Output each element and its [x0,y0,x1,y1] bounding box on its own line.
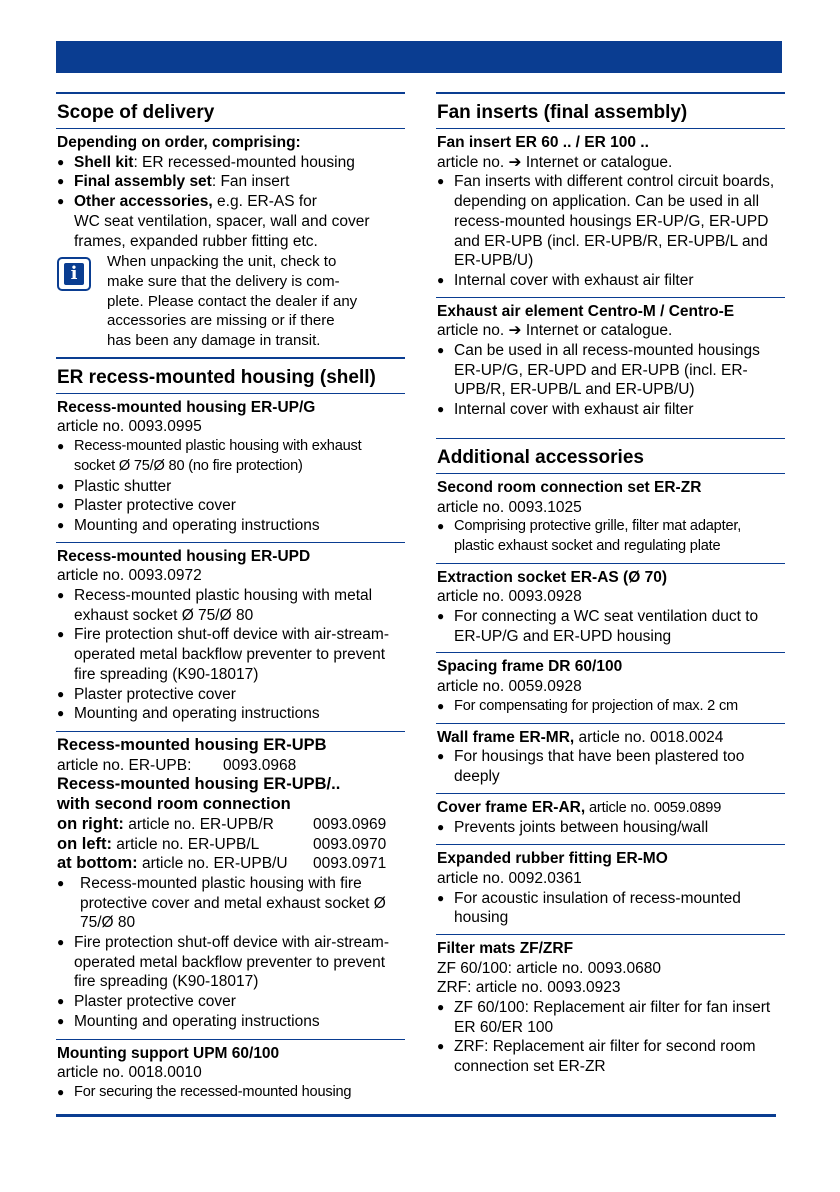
arrow-right-icon: ➔ [508,322,522,340]
article-number: article no. 0092.0361 [437,869,582,887]
list-item: ● Prevents joints between housing/wall [437,818,784,838]
article-number: 0093.0971 [313,855,387,873]
feature-list [437,341,784,420]
feature-list [437,889,784,928]
heading-fan-inserts: Fan inserts (final assembly) [436,92,785,129]
list-item: ● Can be used in all recess-mounted housings ER-UP/G, ER-UPD and ER-UPB (incl. ER-UPB/R, ER-UPB/L and ER-UPB/U) [437,341,784,400]
feature-list [57,1083,404,1103]
list-item: ● Comprising protective grille, filter mat adapter, plastic exhaust socket and regulating plate [437,517,784,556]
feature-list [437,818,784,838]
item-title: Recess-mounted housing ER-UPD [57,547,311,565]
section-er-as [436,564,785,647]
info-line: plete. Please contact the dealer if any [107,292,358,310]
list-item: ● Fan inserts with different control circuit boards, depending on application. Can be used in all recess-mounted housings ER-UP/G, ER-UPD and ER-UPB (incl. ER-UPB/R, ER-UPB/L and ER-UPB/U) [437,172,784,271]
item-title: Recess-mounted housing ER-UPB [57,735,327,754]
footer-rule [56,1114,776,1117]
feature-list [437,998,784,1077]
item-title: Cover frame ER-AR, [437,798,586,816]
variant-row: on right: article no. ER-UPB/R 0093.0969 [57,814,387,833]
article-row [57,756,404,776]
section-er-upg [56,394,405,536]
list-item: ● Shell kit: ER recessed-mounted housing [57,153,404,173]
list-item: ● Recess-mounted plastic housing with fire protective cover and metal exhaust socket Ø 75/Ø 80 [57,874,404,933]
heading-er-housing-shell: ER recess-mounted housing (shell) [56,357,405,394]
list-item: ● Internal cover with exhaust air filter [437,400,784,420]
item-title: Spacing frame DR 60/100 [437,658,623,676]
list-item: ● Plaster protective cover [57,496,404,516]
list-item: ● Plaster protective cover [57,685,404,705]
section-er-zr [436,474,785,557]
feature-list [57,437,404,536]
article-number: article no. 0018.0024 [574,728,724,746]
feature-list [437,607,784,646]
list-item: ● For acoustic insulation of recess-mounted housing [437,889,784,928]
item-title: Recess-mounted housing ER-UPB/.. [57,775,341,794]
list-item: ● Mounting and operating instructions [57,1012,404,1032]
section-filter-mats [436,935,785,1077]
info-icon: i [57,257,91,291]
list-item: ● Internal cover with exhaust air filter [437,271,784,291]
article-number: article no. 0093.0972 [57,567,202,585]
right-column [436,92,785,1077]
article-number: ZF 60/100: article no. 0093.0680 [437,959,662,977]
article-number: ZRF: article no. 0093.0923 [437,979,621,997]
section-er-mo [436,845,785,928]
article-reference: article no. ➔ Internet or catalogue. [437,153,673,171]
feature-list [437,172,784,290]
item-title: Filter mats ZF/ZRF [437,939,574,957]
list-item: ● Recess-mounted plastic housing with exhaust socket Ø 75/Ø 80 (no fire protection) [57,437,404,476]
section-upm [56,1040,405,1103]
article-number: article no. 0093.0928 [437,588,582,606]
item-title: Recess-mounted housing ER-UP/G [57,398,316,416]
item-title: Wall frame ER-MR, [437,728,575,746]
article-number: article no. 0059.0899 [585,799,722,816]
list-item: ● ZF 60/100: Replacement air filter for fan insert ER 60/ER 100 [437,998,784,1037]
feature-list [437,747,784,786]
scope-list [57,153,404,252]
item-title: Second room connection set ER-ZR [437,478,702,496]
section-fan-insert [436,129,785,291]
item-title-row [437,798,784,819]
list-item: ● Recess-mounted plastic housing with metal exhaust socket Ø 75/Ø 80 [57,586,404,625]
article-reference: article no. ➔ Internet or catalogue. [437,322,673,340]
section-dr [436,653,785,716]
list-item: ● For housings that have been plastered too deeply [437,747,784,786]
heading-additional-accessories: Additional accessories [436,438,785,474]
section-er-upd [56,543,405,724]
article-number: article no. 0059.0928 [437,678,582,696]
header-bar [56,41,782,73]
list-item: ● Fire protection shut-off device with air-stream-operated metal backflow preventer to prevent fire spreading (K90-18017) [57,933,404,992]
list-item: ● Fire protection shut-off device with air-stream-operated metal backflow preventer to prevent fire spreading (K90-18017) [57,625,404,684]
feature-list [437,697,784,717]
variant-row: at bottom: article no. ER-UPB/U 0093.0971 [57,854,387,873]
section-er-ar [436,794,785,838]
section-er-upb [56,732,405,1032]
feature-list [437,517,784,556]
item-subtitle: with second room connection [57,795,291,814]
item-title: Mounting support UPM 60/100 [57,1044,280,1062]
list-item: ● For compensating for projection of max. 2 cm [437,697,784,717]
article-label: article no. ER-UPB: [57,756,192,774]
item-title: Extraction socket ER-AS (Ø 70) [437,568,667,586]
list-item: ● Plastic shutter [57,477,404,497]
feature-list [57,586,404,724]
info-line: accessories are missing or if there [107,312,335,330]
article-number: article no. 0093.1025 [437,498,582,516]
item-title: Expanded rubber fitting ER-MO [437,850,668,868]
list-item: ● Other accessories, e.g. ER-AS for WC seat ventilation, spacer, wall and cover frames, expanded rubber fitting etc. [57,192,404,251]
scope-section [56,129,405,351]
list-item: ● Final assembly set: Fan insert [57,172,404,192]
list-item: ● Mounting and operating instructions [57,704,404,724]
info-line: When unpacking the unit, check to [107,253,337,271]
article-number: article no. 0093.0995 [57,418,202,436]
list-item: ● For securing the recessed-mounted housing [57,1083,404,1103]
feature-list [57,874,404,1032]
list-item: ● ZRF: Replacement air filter for second room connection set ER-ZR [437,1037,784,1076]
scope-intro: Depending on order, comprising: [57,134,301,151]
list-item: ● Plaster protective cover [57,992,404,1012]
info-line: has been any damage in transit. [107,332,321,350]
info-note [57,252,404,351]
info-line: make sure that the delivery is com- [107,272,340,290]
list-item: ● Mounting and operating instructions [57,516,404,536]
list-item: ● For connecting a WC seat ventilation duct to ER-UP/G and ER-UPD housing [437,607,784,646]
article-number: article no. 0018.0010 [57,1064,202,1082]
left-column [56,92,405,1103]
heading-scope-of-delivery: Scope of delivery [56,92,405,129]
section-er-mr [436,724,785,787]
article-number: 0093.0970 [313,835,387,853]
item-title: Fan insert ER 60 .. / ER 100 .. [437,134,649,151]
article-number: 0093.0968 [223,756,297,774]
item-title-row [437,728,784,748]
variant-row: on left: article no. ER-UPB/L 0093.0970 [57,834,387,853]
item-title: Exhaust air element Centro-M / Centro-E [437,302,735,320]
arrow-right-icon: ➔ [508,153,522,171]
section-centro [436,298,785,420]
article-number: 0093.0969 [313,815,387,833]
